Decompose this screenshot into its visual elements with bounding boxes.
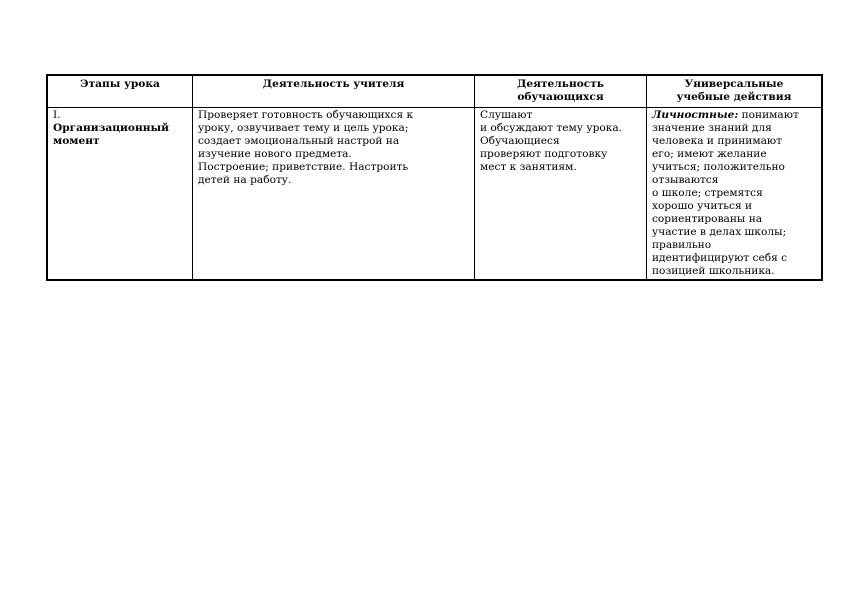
teacher-line: детей на работу. (198, 174, 292, 186)
uud-line: хорошо учиться и (652, 200, 753, 212)
table-row (47, 108, 822, 281)
uud-line: отзываются (652, 174, 719, 186)
teacher-line: создает эмоциональный настрой на (198, 135, 400, 147)
uud-line: правильно (652, 239, 712, 251)
stage-title-line-2: момент (53, 135, 100, 147)
teacher-activity-cell (193, 108, 475, 281)
header-stages (47, 75, 193, 108)
student-line: мест к занятиям. (480, 161, 577, 173)
header-uud-line-2: учебные действия (676, 91, 792, 103)
uud-line: идентифицируют себя с (652, 252, 788, 264)
teacher-line: Построение; приветствие. Настроить (198, 161, 409, 173)
header-stages-label: Этапы урока (80, 78, 160, 90)
uud-line: позицией школьника. (652, 265, 775, 277)
uud-line: его; имеют желание (652, 148, 767, 160)
header-uud-line-1: Универсальные (684, 78, 784, 90)
stage-number: I. (53, 109, 61, 121)
uud-label: Личностные: (652, 109, 739, 121)
uud-line: участие в делах школы; (652, 226, 787, 238)
header-student-line-2: обучающихся (517, 91, 604, 103)
student-line: и обсуждают тему урока. (480, 122, 623, 134)
teacher-line: Проверяет готовность обучающихся к (198, 109, 414, 121)
uud-line: учиться; положительно (652, 161, 785, 173)
header-teacher-label: Деятельность учителя (262, 78, 405, 90)
stage-title-line-1: Организационный (53, 122, 169, 134)
header-teacher-activity (193, 75, 475, 108)
stage-cell (47, 108, 193, 281)
teacher-line: изучение нового предмета. (198, 148, 352, 160)
header-student-line-1: Деятельность (517, 78, 604, 90)
uud-first-line (652, 109, 816, 122)
table-header-row (47, 75, 822, 108)
lesson-plan-table (46, 74, 823, 281)
uud-line: значение знаний для (652, 122, 772, 134)
header-learning-actions (647, 75, 823, 108)
student-activity-cell (475, 108, 647, 281)
student-line: проверяют подготовку (480, 148, 608, 160)
uud-first-rest: понимают (738, 109, 799, 121)
student-line: Слушают (480, 109, 533, 121)
header-student-activity (475, 75, 647, 108)
learning-actions-cell (647, 108, 823, 281)
uud-line: о школе; стремятся (652, 187, 763, 199)
uud-line: сориентированы на (652, 213, 763, 225)
student-line: Обучающиеся (480, 135, 560, 147)
teacher-line: уроку, озвучивает тему и цель урока; (198, 122, 409, 134)
uud-line: человека и принимают (652, 135, 783, 147)
